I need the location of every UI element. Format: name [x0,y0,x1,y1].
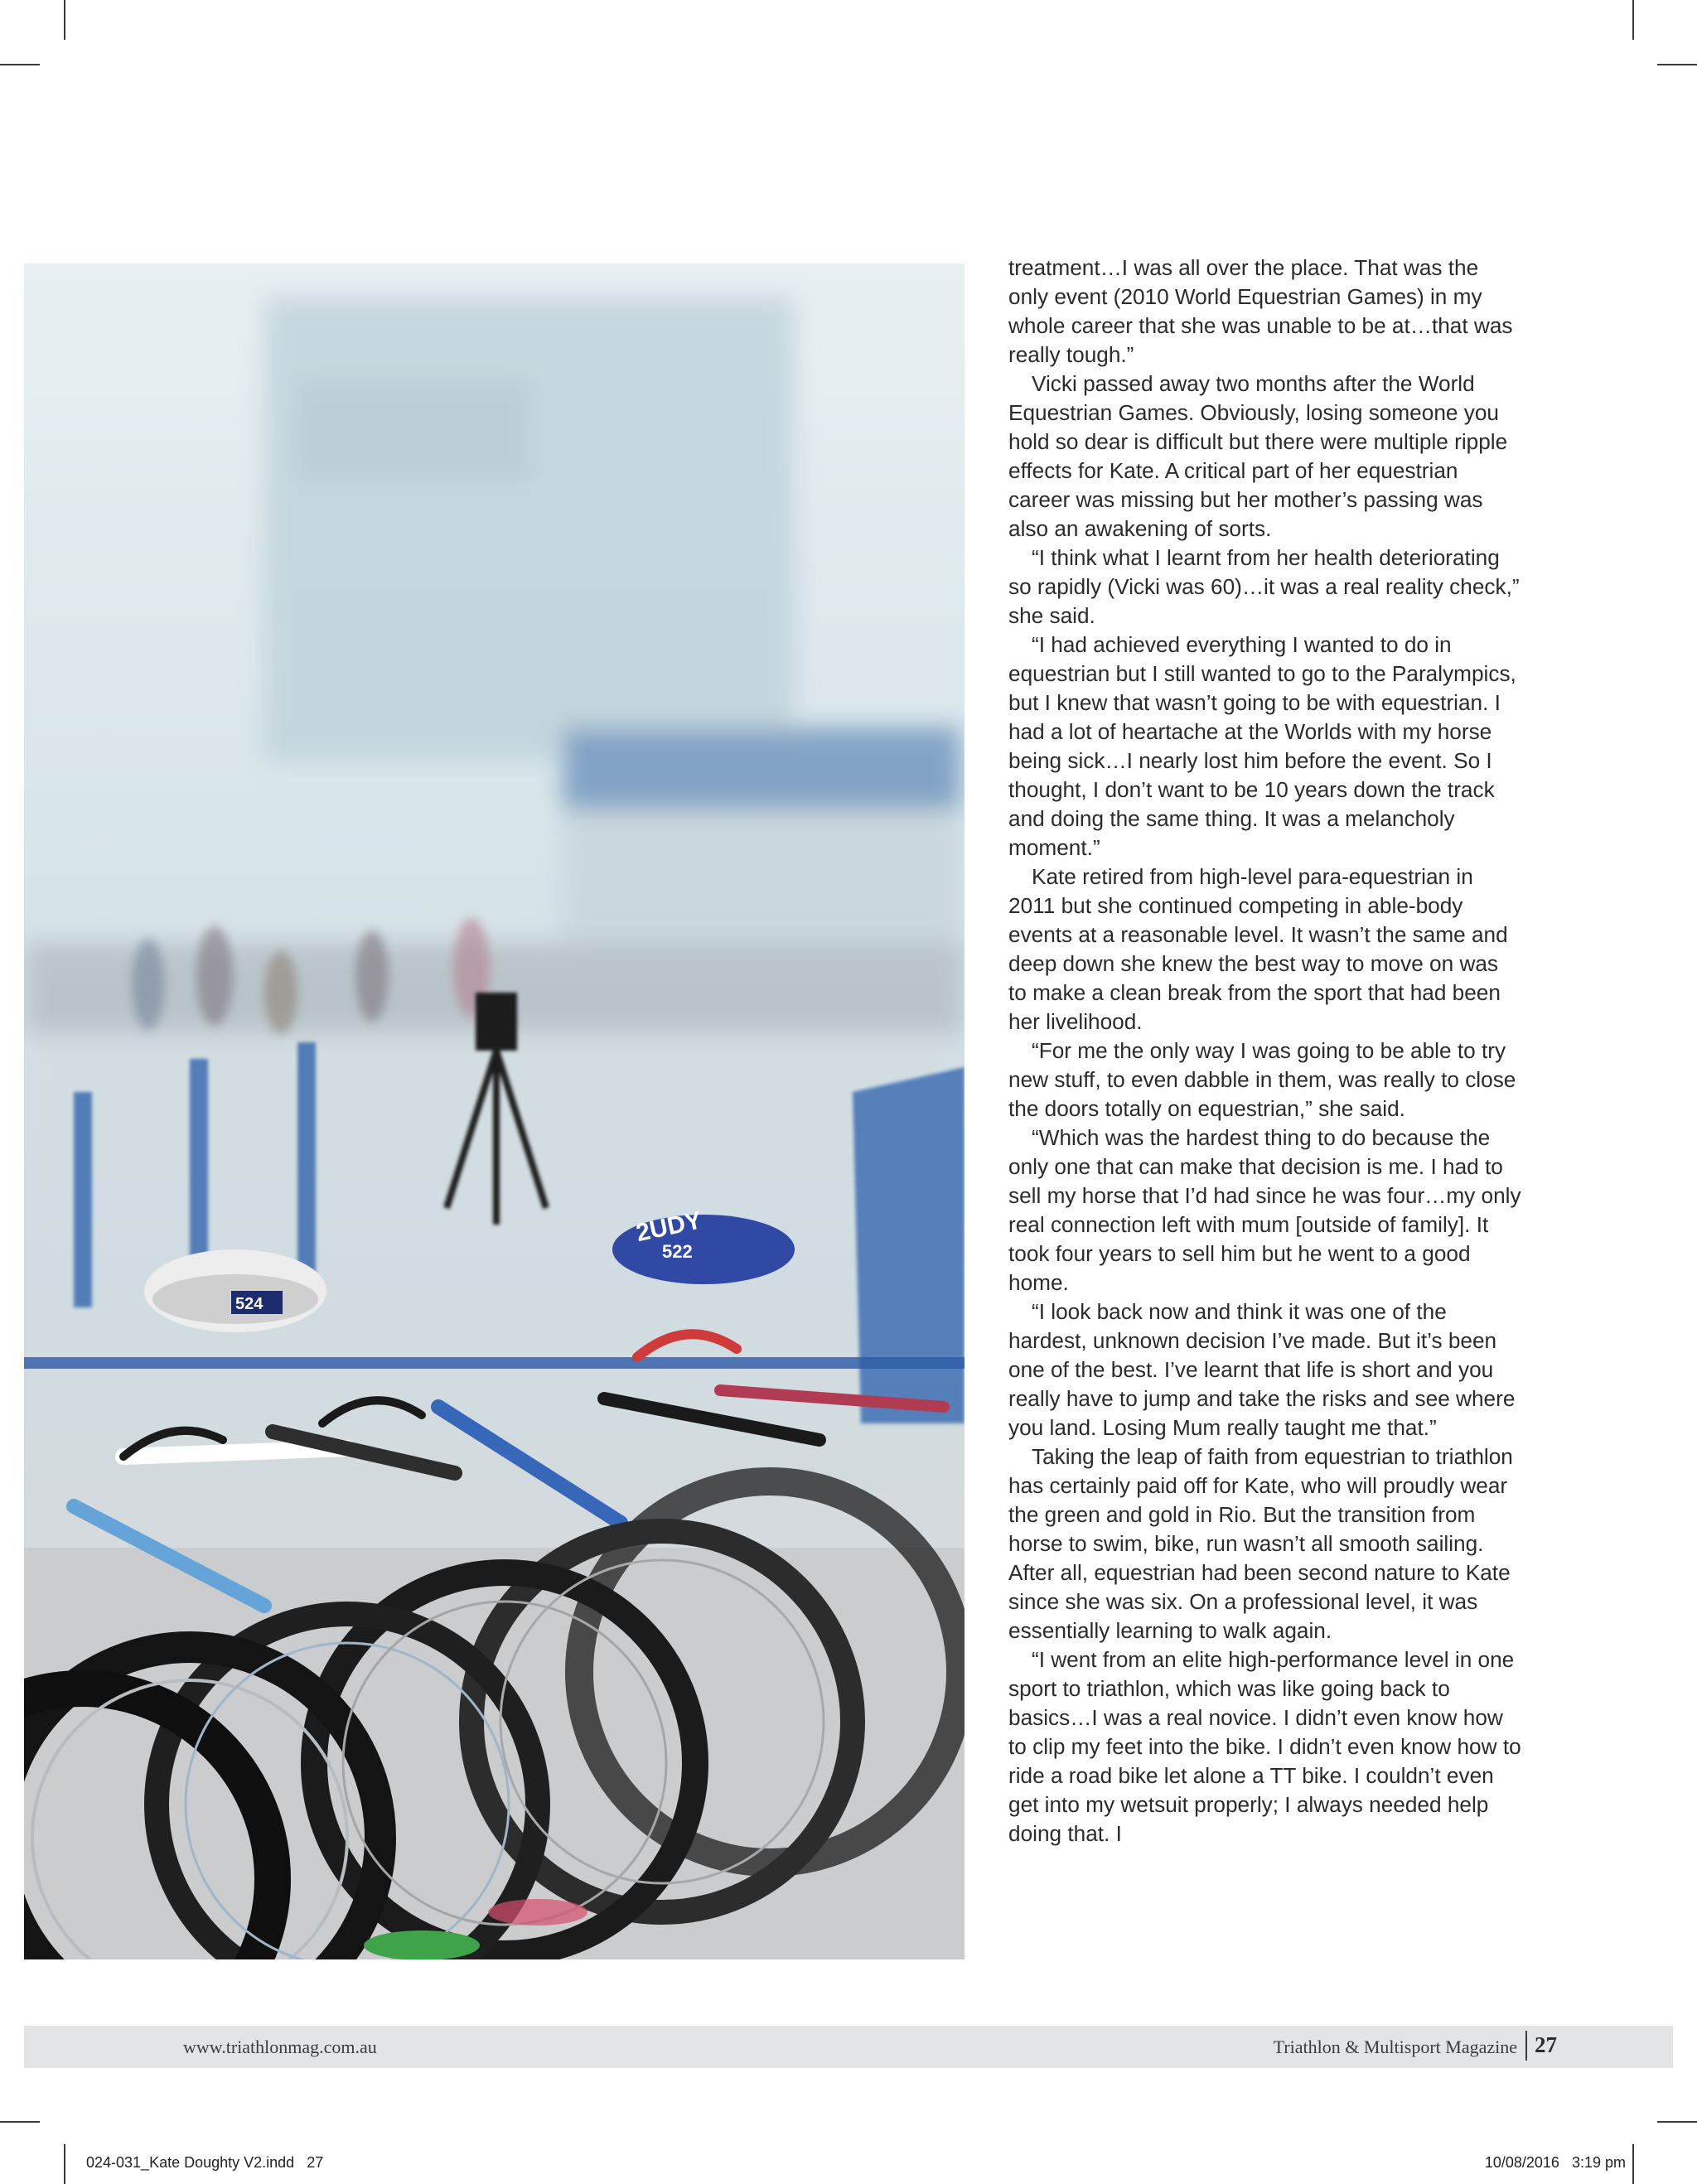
article-paragraph: “I went from an elite high-performance level in one sport to triathlon, which was like going back to basics…I was a real novice. I didn’t even know how to clip my feet into the bike. I didn’t even know how to ride a road bike let alone a TT bike. I couldn’t even get into my wetsuit properly; I always needed help doing that. I [1008,1647,1521,1846]
crop-mark [1632,0,1634,40]
crop-mark [1657,64,1697,65]
footer-divider [1525,2031,1527,2061]
helmet-brand: 2UDY [633,1206,704,1248]
crop-mark [0,64,40,65]
helmet-number: 522 [662,1241,693,1262]
article-paragraph: Vicki passed away two months after the World Equestrian Games. Obviously, losing someone you hold so dear is difficult but there were multiple ripple effects for Kate. A critical part of her equestrian career was missing but her mother’s passing was also an awakening of sorts. [1008,371,1508,541]
crop-mark [64,2144,65,2184]
bike-transition-illustration [24,263,965,1959]
page-footer [24,2026,1673,2068]
crop-mark [0,2121,40,2123]
bike-transition-photo [24,263,965,1959]
article-paragraph: Kate retired from high-level para-equestrian in 2011 but she continued competing in able-body events at a reasonable level. It wasn’t the same and deep down she knew the best way to move on was to make a clean break from the sport that had been her livelihood. [1008,864,1508,1034]
article-paragraph: Taking the leap of faith from equestrian to triathlon has certainly paid off for Kate, who will proudly wear the green and gold in Rio. But the transition from horse to swim, bike, run wasn’t all smooth sailing. After all, equestrian had been second nature to Kate since she was six. On a professional level, it was essentially learning to walk again. [1008,1444,1513,1643]
article-paragraph: treatment…I was all over the place. That was the only event (2010 World Equestrian Games) in my whole career that she was unable to be at…that was really tough.” [1008,255,1513,367]
article-paragraph: “I look back now and think it was one of the hardest, unknown decision I’ve made. But it’s been one of the best. I’ve learnt that life is short and you really have to jump and take the risks and see where you land. Losing Mum really taught me that.” [1008,1299,1516,1440]
slug-datetime: 10/08/2016 3:19 pm [1484,2154,1626,2171]
slug-filename: 024-031_Kate Doughty V2.indd 27 [86,2154,324,2171]
article-paragraph: “For me the only way I was going to be able to try new stuff, to even dabble in them, was really to close the doors totally on equestrian,” she said. [1008,1038,1516,1121]
article-paragraph: “Which was the hardest thing to do because the only one that can make that decision is me. I had to sell my horse that I’d had since he was four…my only real connection left with mum [outside of family]. It took four years to sell him but he went to a good home. [1008,1125,1521,1295]
crop-mark [1632,2144,1634,2184]
article-paragraph: “I think what I learnt from her health deteriorating so rapidly (Vicki was 60)…it was a real reality check,” she said. [1008,545,1520,628]
page-number: 27 [1535,2032,1557,2057]
bike-number: 524 [235,1295,263,1313]
crop-mark [64,0,65,40]
crop-mark [1657,2121,1697,2123]
footer-magazine-name: Triathlon & Multisport Magazine [1273,2037,1517,2057]
article-paragraph: “I had achieved everything I wanted to do in equestrian but I still wanted to go to the Paralympics, but I knew that wasn’t going to be with equestrian. I had a lot of heartache at the Worlds with my horse being sick…I nearly lost him before the event. So I thought, I don’t want to be 10 years down the track and doing the same thing. It was a melancholy moment.” [1008,632,1516,860]
footer-website-link[interactable]: www.triathlonmag.com.au [183,2037,377,2057]
article-body [1008,254,1522,1848]
